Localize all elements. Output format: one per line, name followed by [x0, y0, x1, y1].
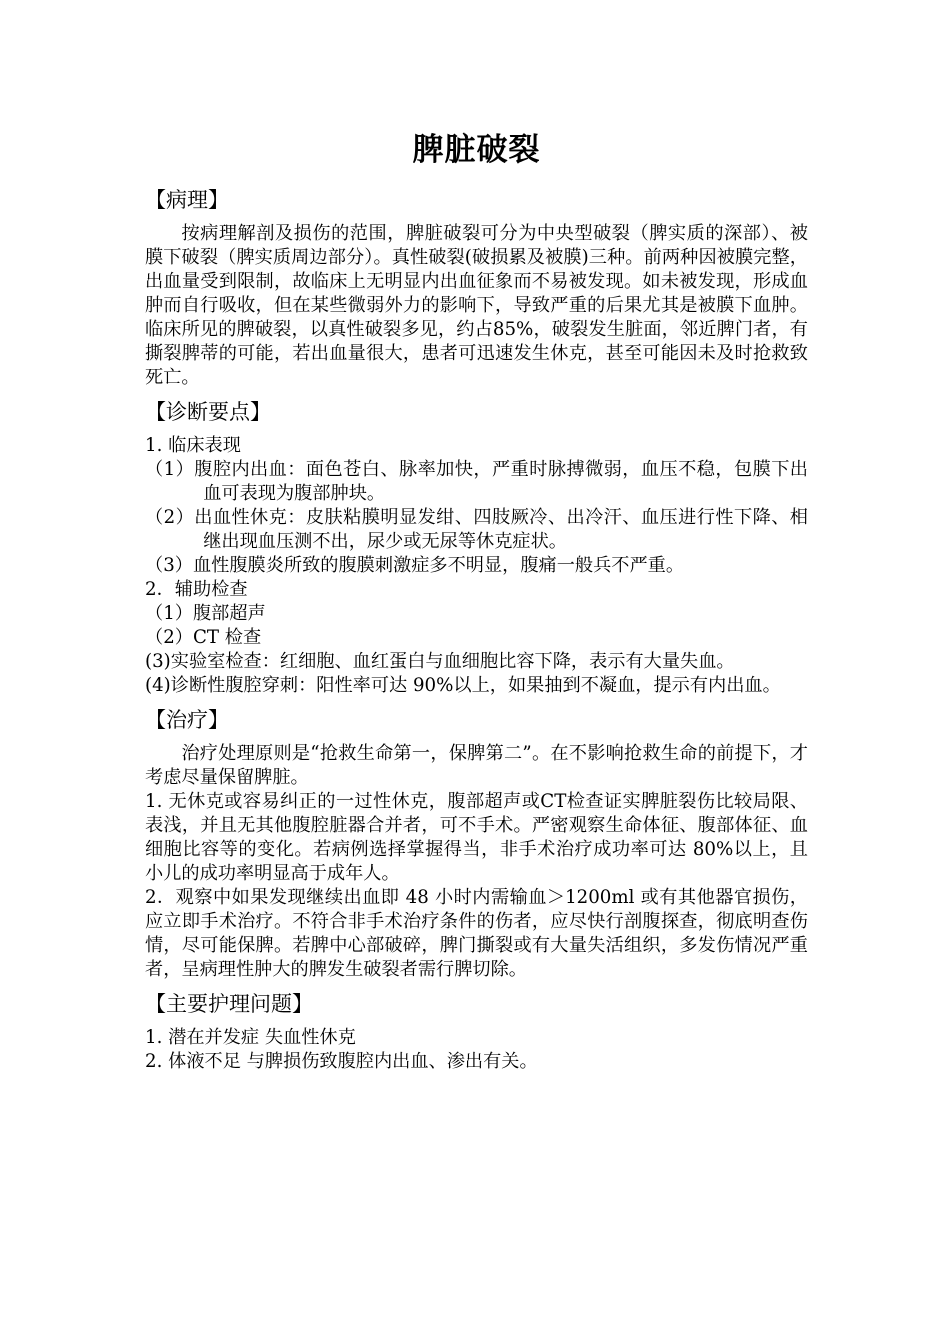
treatment-item-1: 1. 无休克或容易纠正的一过性休克，腹部超声或CT检查证实脾脏裂伤比较局限、表浅，并且无其他腹腔脏器合并者，可不手术。严密观察生命体征、腹部体征、血细胞比容等的变化。若病例选择掌握得当，非手术治疗成功率可达 80%以上，且小儿的成功率明显高于成年人。	[145, 791, 808, 884]
section-heading-nursing: 【主要护理问题】	[145, 992, 313, 1016]
section-heading-treatment: 【治疗】	[145, 708, 229, 732]
section-heading-diagnosis: 【诊断要点】	[145, 400, 271, 424]
diagnosis-aux-title: 2．辅助检查	[145, 579, 248, 600]
treatment-item-2: 2．观察中如果发现继续出血即 48 小时内需输血＞1200ml 或有其他器官损伤，应立即手术治疗。不符合非手术治疗条件的伤者，应尽快行剖腹探查，彻底明查伤情，尽可能保脾。若脾中心部破碎，脾门撕裂或有大量失活组织，多发伤情况严重者，呈病理性肿大的脾发生破裂者需行脾切除。	[145, 887, 808, 980]
diagnosis-aux-item: (3)实验室检查：红细胞、血红蛋白与血细胞比容下降，表示有大量失血。	[145, 651, 735, 672]
diagnosis-clinical-item: （3）血性腹膜炎所致的腹膜刺激症多不明显，腹痛一般兵不严重。	[145, 555, 685, 576]
nursing-item: 1. 潜在并发症 失血性休克	[145, 1027, 356, 1048]
diagnosis-clinical-item: （1）腹腔内出血：面色苍白、脉率加快，严重时脉搏微弱，血压不稳，包膜下出血可表现为腹部肿块。	[145, 459, 808, 504]
diagnosis-aux-item: （2）CT 检查	[145, 627, 262, 648]
diagnosis-aux-item: （1）腹部超声	[145, 603, 266, 624]
document-page	[145, 128, 808, 1074]
page-title: 脾脏破裂	[412, 132, 541, 168]
pathology-paragraph: 按病理解剖及损伤的范围，脾脏破裂可分为中央型破裂（脾实质的深部）、被膜下破裂（脾实质周边部分）。真性破裂(破损累及被膜)三种。前两种因被膜完整，出血量受到限制，故临床上无明显内出血征象而不易被发现。如未被发现，形成血肿而自行吸收，但在某些微弱外力的影响下，导致严重的后果尤其是被膜下血肿。临床所见的脾破裂，以真性破裂多见，约占85%，破裂发生脏面，邻近脾门者，有撕裂脾蒂的可能，若出血量很大，患者可迅速发生休克，甚至可能因未及时抢救致死亡。	[145, 223, 808, 388]
nursing-item: 2. 体液不足 与脾损伤致腹腔内出血、渗出有关。	[145, 1051, 538, 1072]
diagnosis-clinical-title: 1. 临床表现	[145, 435, 241, 456]
treatment-intro: 治疗处理原则是“抢救生命第一，保脾第二”。在不影响抢救生命的前提下，才考虑尽量保留脾脏。	[145, 743, 808, 788]
diagnosis-aux-item: (4)诊断性腹腔穿刺：阳性率可达 90%以上，如果抽到不凝血，提示有内出血。	[145, 675, 781, 696]
diagnosis-clinical-item: （2）出血性休克：皮肤粘膜明显发绀、四肢厥冷、出冷汗、血压进行性下降、相继出现血压测不出，尿少或无尿等休克症状。	[145, 507, 808, 552]
section-heading-pathology: 【病理】	[145, 188, 229, 212]
